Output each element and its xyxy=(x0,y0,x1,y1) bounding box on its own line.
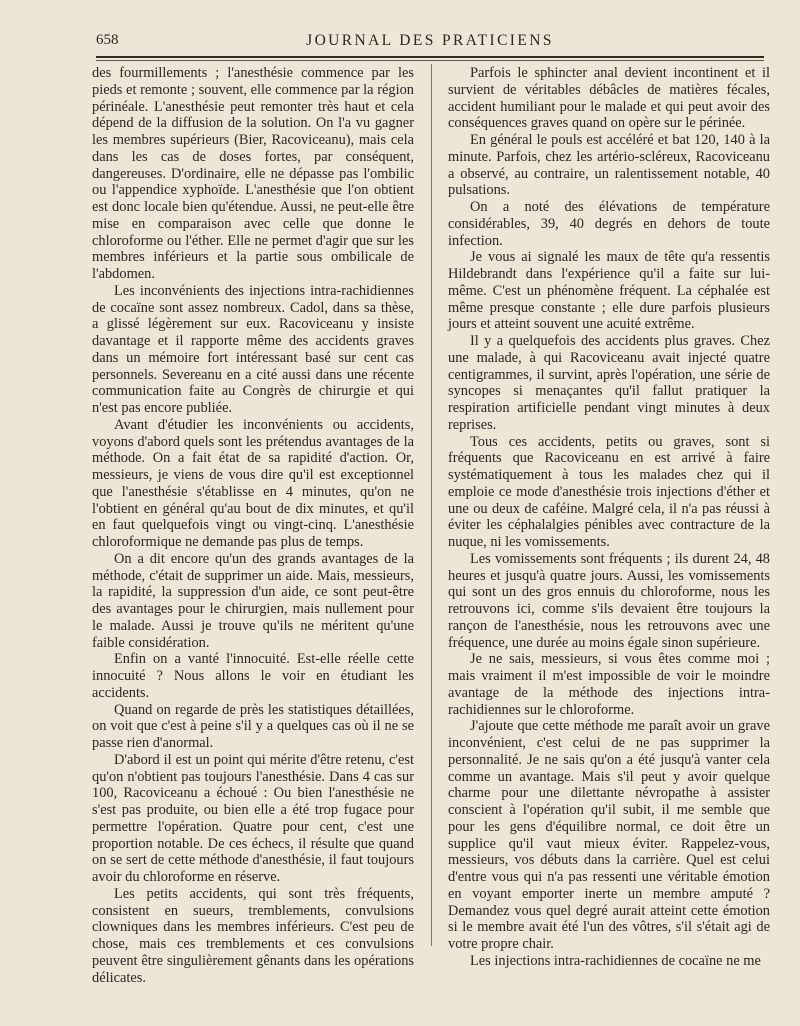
paragraph: On a noté des élévations de température considérables, 39, 40 degrés en dehors de toute infection. xyxy=(448,199,770,249)
paragraph: Parfois le sphincter anal devient incontinent et il survient de véritables débâcles de matières fécales, accident humiliant pour le malade et qui peut avoir des conséquences graves quand on opère sur le périnée. xyxy=(448,65,770,132)
paragraph: des fourmillements ; l'anesthésie commence par les pieds et remonte ; souvent, elle commence par la région périnéale. L'anesthésie peut remonter très haut et cela dépend de la diffusion de la solution. On l'a vu gagner les membres supérieurs (Bier, Racoviceanu), mais cela dans les cas de doses fortes, par conséquent, dangereuses. D'ordinaire, elle ne dépasse pas l'ombilic ou l'appendice xyphoïde. L'anesthésie que l'on obtient est donc locale bien qu'étendue. Aussi, ne peut-elle être mise en comparaison avec celle que donne le chloroforme ou l'éther. Elle ne permet d'agir que sur les membres inférieurs et la partie sous ombilicale de l'abdomen. xyxy=(92,65,414,282)
paragraph: Les injections intra-rachidiennes de cocaïne ne me xyxy=(470,952,761,969)
paragraph: Enfin on a vanté l'innocuité. Est-elle réelle cette innocuité ? Nous allons le voir en étudiant les accidents. xyxy=(92,651,414,701)
paragraph: Avant d'étudier les inconvénients ou accidents, voyons d'abord quels sont les prétendus avantages de la méthode. On a fait état de sa rapidité d'action. Or, messieurs, je viens de vous dire qu'il est exceptionnel que l'anesthésie s'établisse en 4 minutes, qu'on ne l'obtient en général qu'au bout de dix minutes, et qu'il en faut quelquefois vingt ou vingt-cinq. L'anesthésie chloroformique ne demande pas plus de temps. xyxy=(92,416,414,550)
paragraph: Quand on regarde de près les statistiques détaillées, on voit que c'est à peine s'il y a quelques cas où il ne se passe rien d'anormal. xyxy=(92,701,414,751)
paragraph: Les inconvénients des injections intra-rachidiennes de cocaïne sont assez nombreux. Cadol, dans sa thèse, a glissé légèrement sur eux. Racoviceanu y insiste davantage et il rapporte même des accidents graves dans un mémoire fort intéressant basé sur cent cas personnels. Severeanu en a cité aussi dans une récente communication faite au Congrès de chirurgie et qui n'est pas encore publiée. xyxy=(92,282,414,416)
paragraph: Tous ces accidents, petits ou graves, sont si fréquents que Racoviceanu en est arrivé à faire systématiquement à tous les malades chez qui il emploie ce mode d'anesthésie trois injections d'éther et une ou deux de caféine. Malgré cela, il n'a pas réussi à éviter les céphalalgies pénibles avec contracture de la nuque, ni les vomissements. xyxy=(448,433,770,550)
page-number: 658 xyxy=(96,32,119,48)
right-column xyxy=(448,65,770,970)
paragraph: Il y a quelquefois des accidents plus graves. Chez une malade, à qui Racoviceanu avait injecté quatre centigrammes, il survint, après l'opération, une série de syncopes si menaçantes qu'il fallut pratiquer la respiration artificielle pendant vingt minutes à deux reprises. xyxy=(448,333,770,433)
paragraph: Les petits accidents, qui sont très fréquents, consistent en sueurs, tremblements, convulsions clowniques dans les membres inférieurs. C'est peu de chose, mais ces tremblements et ces convulsions peuvent être singulièrement gênants dans les opérations délicates. xyxy=(92,885,414,986)
paragraph: Je ne sais, messieurs, si vous êtes comme moi ; mais vraiment il m'est impossible de voir le moindre avantage de la méthode des injections intra-rachidiennes sur le chloroforme. xyxy=(448,651,770,718)
paragraph: Je vous ai signalé les maux de tête qu'a ressentis Hildebrandt dans l'expérience qu'il a faite sur lui-même. C'est un phénomène fréquent. La céphalée est même presque constante ; elle dure parfois plusieurs jours et atteint souvent une acuité extrême. xyxy=(448,249,770,333)
paragraph: J'ajoute que cette méthode me paraît avoir un grave inconvénient, c'est celui de ne pas supprimer la personnalité. Je ne sais qu'on a été jusqu'à vanter cela comme un avantage. Mais s'il peut y avoir quelque charme pour une dilettante névropathe à assister conscient à l'opération qu'il subit, il me semble que pour les gens d'équilibre normal, ce doit être un supplice qu'il vaut mieux éviter. Rappelez-vous, messieurs, vos débuts dans la carrière. Quel est celui d'entre vous qui n'a pas ressenti une véritable émotion en voyant emporter inerte un membre amputé ? Demandez vous quel degré aurait atteint cette émotion si le membre avait été l'un des vôtres, s'il s'était agi de votre propre chair. xyxy=(448,718,770,952)
paragraph: On a dit encore qu'un des grands avantages de la méthode, c'était de supprimer un aide. Mais, messieurs, la rapidité, la suppression d'un aide, ce sont peut-être des avantages pour le chirurgien, mais nullement pour le malade. Aussi je trouve qu'ils ne méritent qu'une faible considération. xyxy=(92,550,414,651)
column-divider xyxy=(431,64,432,946)
paragraph: Les vomissements sont fréquents ; ils durent 24, 48 heures et jusqu'à quatre jours. Aussi, les vomissements qui sont un des gros ennuis du chloroforme, nous les retrouvons ici, comme s'ils devaient être toujours la rançon de l'anesthésie, nous les retrouvons avec une fréquence, une durée au moins égale sinon supérieure. xyxy=(448,550,770,651)
paragraph: En général le pouls est accéléré et bat 120, 140 à la minute. Parfois, chez les artério-scléreux, Racoviceanu a observé, au contraire, un ralentissement notable, 40 pulsations. xyxy=(448,132,770,199)
left-column xyxy=(92,65,414,986)
header-rule-thin xyxy=(96,60,764,61)
paragraph: D'abord il est un point qui mérite d'être retenu, c'est qu'on n'obtient pas toujours l'anesthésie. Dans 4 cas sur 100, Racoviceanu a échoué : Ou bien l'anesthésie ne s'est pas produite, ou bien elle a été trop fugace pour permettre l'opération. Quatre pour cent, c'est une proportion notable. De ces échecs, il résulte que quand on se sert de cette méthode d'anesthésie, il faut toujours avoir du chloroforme en réserve. xyxy=(92,751,414,885)
journal-title: JOURNAL DES PRATICIENS xyxy=(306,32,554,49)
running-header xyxy=(96,28,764,54)
header-rule xyxy=(96,56,764,58)
